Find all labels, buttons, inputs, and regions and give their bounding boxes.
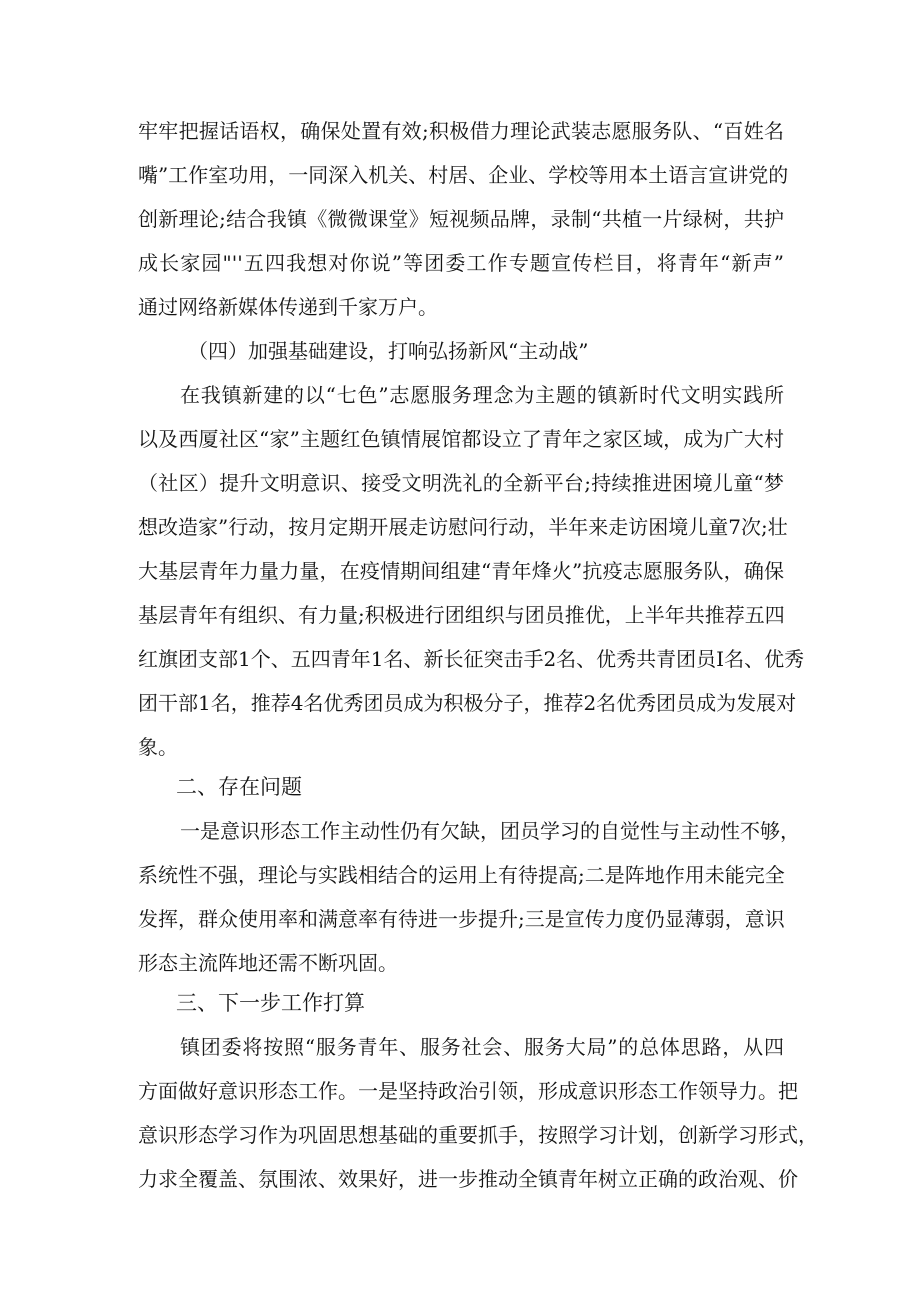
paragraph-line: 基层青年有组织、有力量;积极进行团组织与团员推优，上半年共推荐五四	[138, 603, 785, 627]
paragraph-line: 在我镇新建的以“七色”志愿服务理念为主题的镇新时代文明实践所	[180, 383, 784, 407]
paragraph-line: 大基层青年力量力量，在疫情期间组建“青年烽火”抗疫志愿服务队，确保	[138, 559, 784, 583]
section-heading-problems: 二、存在问题	[176, 775, 302, 799]
paragraph-line: 意识形态学习作为巩固思想基础的重要抓手，按照学习计划，创新学习形式，	[138, 1123, 818, 1147]
paragraph-line: 创新理论;结合我镇《微微课堂》短视频品牌，录制“共植一片绿树，共护	[138, 207, 784, 231]
paragraph-line: 系统性不强，理论与实践相结合的运用上有待提高;二是阵地作用未能完全	[138, 863, 785, 887]
paragraph-line: 团干部1名，推荐4名优秀团员成为积极分子，推荐2名优秀团员成为发展对	[138, 691, 797, 715]
paragraph-line: 牢牢把握话语权，确保处置有效;积极借力理论武装志愿服务队、“百姓名	[138, 119, 784, 143]
paragraph-line: 象。	[138, 735, 178, 759]
paragraph-line: 镇团委将按照“服务青年、服务社会、服务大局”的总体思路，从四	[180, 1035, 784, 1059]
paragraph-line: 力求全覆盖、氛围浓、效果好，进一步推动全镇青年树立正确的政治观、价	[138, 1167, 798, 1191]
paragraph-line: 方面做好意识形态工作。一是坚持政治引领，形成意识形态工作领导力。把	[138, 1079, 798, 1103]
paragraph-line: 发挥，群众使用率和满意率有待进一步提升;三是宣传力度仍显薄弱，意识	[138, 907, 785, 931]
paragraph-line: 想改造家”行动，按月定期开展走访慰问行动，半年来走访困境儿童7次;壮	[138, 515, 788, 539]
section-heading-next-steps: 三、下一步工作打算	[176, 991, 365, 1015]
paragraph-line: 嘴”工作室功用，一同深入机关、村居、企业、学校等用本土语言宣讲党的	[138, 163, 789, 187]
paragraph-line: 红旗团支部1个、五四青年1名、新长征突击手2名、优秀共青团员I名、优秀	[138, 647, 805, 671]
paragraph-line: （社区）提升文明意识、接受文明洗礼的全新平台;持续推进困境儿童“梦	[138, 471, 784, 495]
subheading-four: （四）加强基础建设，打响弘扬新风“主动战”	[188, 339, 589, 363]
paragraph-line: 形态主流阵地还需不断巩固。	[138, 951, 398, 975]
paragraph-line: 以及西厦社区“家”主题红色镇情展馆都设立了青年之家区域，成为广大村	[138, 427, 784, 451]
paragraph-line: 通过网络新媒体传递到千家万户。	[138, 295, 438, 319]
paragraph-line: 一是意识形态工作主动性仍有欠缺，团员学习的自觉性与主动性不够，	[180, 819, 800, 843]
paragraph-line: 成长家园"''五四我想对你说”等团委工作专题宣传栏目，将青年“新声”	[138, 251, 784, 275]
